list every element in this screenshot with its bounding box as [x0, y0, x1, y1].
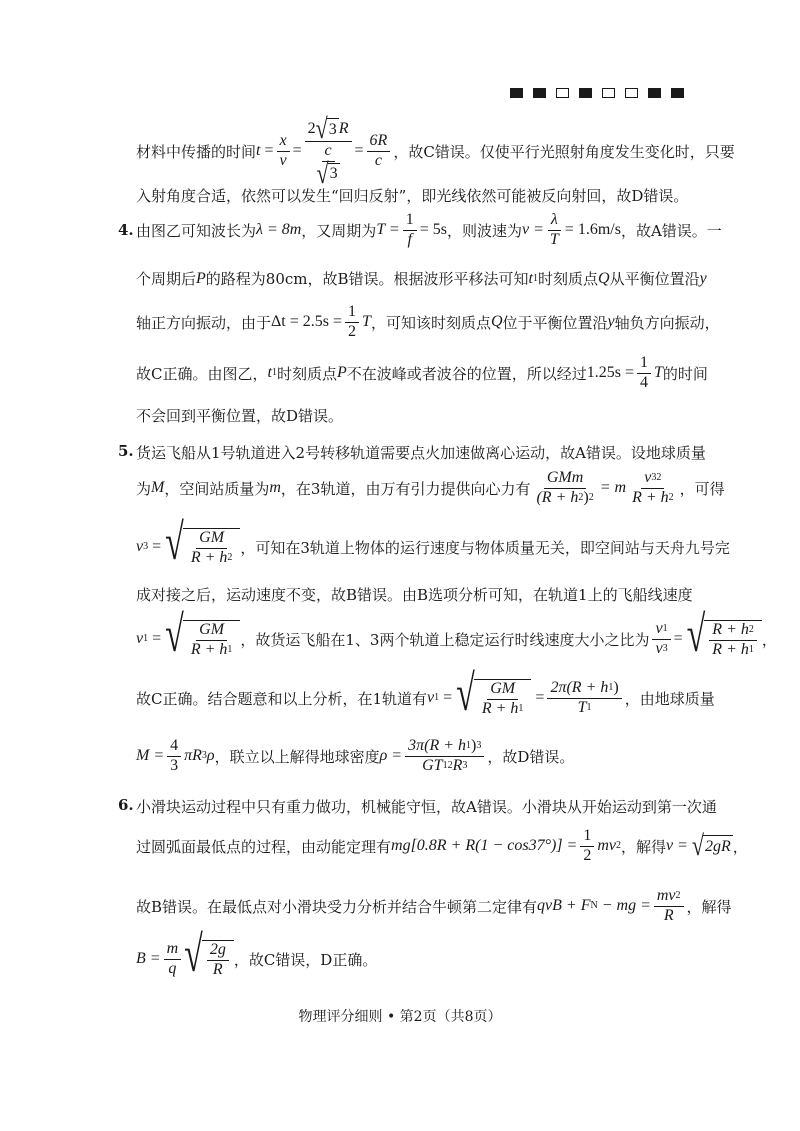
mark-block	[648, 88, 661, 98]
q3-line-2	[136, 185, 688, 206]
text: ，又周期为	[301, 221, 377, 240]
fraction	[479, 681, 527, 718]
radicand	[183, 528, 241, 567]
fraction	[652, 621, 670, 658]
fraction	[533, 470, 596, 507]
num: 2g	[207, 942, 229, 961]
var: M	[151, 479, 165, 497]
text: 过圆弧面最低点的过程，由动能定理有	[136, 837, 392, 856]
var: B =	[136, 950, 161, 968]
value: = 5s	[419, 221, 447, 239]
term: R + h	[190, 548, 228, 566]
num: GM	[196, 530, 227, 549]
fraction	[709, 622, 757, 659]
num: v 3 2	[641, 470, 664, 489]
num: GM	[487, 681, 518, 700]
term: R + h	[712, 640, 749, 658]
den: v 3	[655, 639, 668, 657]
num: m	[164, 941, 182, 960]
formula-energy: mg[0.8R + R(1 − cos37°)] = $\frac{1}{2}$ mv 2	[391, 827, 621, 864]
num: 6R	[367, 133, 391, 152]
fraction	[629, 470, 677, 507]
q6-line-4	[136, 927, 378, 983]
num: x	[277, 133, 290, 152]
q6-line-3	[136, 888, 732, 925]
var: P	[336, 364, 347, 382]
den: (R + h 2 ) 2	[536, 488, 594, 506]
q5-line-6	[136, 666, 715, 722]
term: mv	[656, 887, 676, 904]
den: v	[279, 151, 287, 169]
text: ，空间站质量为	[164, 479, 270, 498]
text: 故B错误。在最低点对小滑块受力分析并结合牛顿第二定律有	[136, 897, 538, 916]
radicand: 3	[327, 118, 339, 140]
formula-time	[587, 355, 663, 392]
term: )	[583, 488, 589, 506]
den: 4	[640, 373, 648, 391]
fraction	[207, 942, 229, 979]
mark-block	[602, 88, 615, 98]
text: 时刻质点	[538, 270, 599, 288]
q5-line-7	[136, 738, 574, 775]
text: ，故货运飞船在1、3两个轨道上稳定运行时线速度大小之比为	[240, 630, 650, 649]
q5-line-5: v 1 = √ GM R + h 1 ，故货运飞船在1、3两个轨道上稳定运行时线速度大小之比为 v 1 v 3 = √ R + h 2 R + h 1 ，	[136, 607, 777, 663]
var: v	[655, 639, 663, 657]
text: 的路程为80cm，故B错误。根据波形平移法可知	[205, 270, 529, 288]
fraction	[164, 941, 182, 978]
text: 的时间	[662, 364, 708, 383]
num: 4	[167, 738, 181, 757]
fraction	[188, 622, 236, 659]
text: ，可知在3轨道上物体的运行速度与物体质量无关，即空间站与天舟九号完	[240, 538, 730, 557]
text: ，故C错误，D正确。	[233, 950, 378, 969]
text: ，解得	[621, 837, 667, 856]
text: ，故A错误。一	[620, 221, 722, 240]
formula: λ = 8m	[256, 221, 302, 239]
fraction	[167, 738, 181, 775]
fraction	[367, 133, 391, 170]
den: 3	[170, 756, 179, 774]
den: R + h 1	[190, 640, 233, 658]
term: − mg =	[601, 897, 651, 915]
text: 位于平衡位置沿	[502, 313, 608, 332]
den: q	[168, 959, 177, 977]
fraction	[277, 133, 290, 170]
term: (R + h	[536, 488, 579, 506]
var: v	[136, 538, 144, 556]
var: v	[655, 620, 663, 637]
fraction	[405, 738, 484, 775]
var: t	[267, 364, 272, 382]
var: P	[196, 269, 206, 287]
term: 3π(R + h	[408, 737, 467, 754]
fraction	[547, 680, 621, 717]
den: R + h 1	[481, 699, 524, 717]
den: 2	[583, 846, 592, 864]
formula-B	[136, 927, 234, 983]
var: ρ	[206, 747, 215, 765]
q6-line-1	[136, 796, 717, 817]
q4-line-4: 故C正确。由图乙， t 1 时刻质点 P 不在波峰或者波谷的位置，所以经过 1.25s = $\frac{1}{4}$ T 的时间	[136, 354, 708, 391]
term: R + h	[632, 488, 669, 506]
radicand: 2gR	[703, 835, 733, 857]
den: GT 1 2 R 3	[422, 756, 468, 774]
var: T	[654, 364, 663, 382]
den: T 1	[577, 698, 592, 716]
text: ，可知该时刻质点	[370, 313, 491, 332]
text: 货运飞船从1号轨道进入2号转移轨道需要点火加速做离心运动，故A错误。设地球质量	[136, 444, 706, 462]
num: GMm	[544, 470, 586, 489]
question-number: 6.	[118, 796, 134, 814]
mark-block	[556, 88, 569, 98]
text: 个周期后	[136, 270, 197, 288]
num: 1	[403, 212, 417, 231]
text: 时刻质点	[276, 364, 337, 383]
q4-line-2: 个周期后 P 的路程为80cm，故B错误。根据波形平移法可知 t 1 时刻质点 Q 从平衡位置沿 y	[136, 269, 707, 288]
formula-v	[666, 829, 733, 862]
radicand	[474, 679, 532, 718]
fraction	[403, 212, 417, 249]
text: 不在波峰或者波谷的位置，所以经过	[346, 364, 587, 383]
den: c	[374, 151, 382, 169]
value: 1.25s =	[586, 364, 634, 382]
var: v =	[521, 221, 544, 239]
formula-v1: v 1 = √ GM R + h 1	[136, 620, 240, 659]
text: ，解得	[686, 897, 732, 916]
den	[308, 142, 349, 190]
formula-mass: M = $\frac{4}{3}$ πR 3 ρ	[136, 737, 215, 774]
text: ，故D错误。	[487, 747, 575, 766]
var: T	[362, 313, 371, 331]
radicand: 3	[328, 163, 340, 185]
radicand	[183, 620, 241, 659]
mark-block	[510, 88, 523, 98]
fraction	[314, 142, 343, 190]
num: 1	[580, 828, 594, 847]
term: R + h	[481, 699, 519, 717]
formula-period	[376, 212, 447, 249]
text: 材料中传播的时间	[136, 142, 257, 161]
text: 不会回到平衡位置，故D错误。	[136, 407, 344, 425]
var: M =	[136, 747, 165, 765]
den: R	[212, 960, 223, 978]
num: 2π(R + h 1 )	[547, 680, 621, 699]
num: λ	[548, 212, 561, 231]
den: R + h 1	[712, 640, 754, 658]
q5-line-4	[136, 584, 693, 605]
q3-line-1	[136, 112, 735, 190]
text: 故C正确。结合题意和以上分析，在1轨道有	[136, 689, 428, 708]
term: mv	[597, 837, 616, 855]
formula-density	[380, 738, 488, 775]
var: v	[427, 689, 435, 707]
formula-v3: v 3 = √ GM R + h 2	[136, 528, 240, 567]
num: mv 2	[654, 888, 684, 907]
q5-line-3	[136, 515, 730, 571]
sqrt: √ 3	[315, 112, 337, 145]
num: 1	[345, 304, 359, 323]
text: ，在3轨道，由万有引力提供向心力有	[280, 479, 531, 498]
text: ，则波速为	[446, 221, 522, 240]
num: 1	[637, 355, 651, 374]
num	[305, 112, 352, 145]
q4-line-3	[136, 304, 720, 341]
var: Q	[490, 313, 503, 331]
var: v	[136, 630, 144, 648]
num: GM	[196, 622, 227, 641]
q4-line-1	[136, 212, 722, 249]
term: qvB + F	[537, 897, 591, 915]
term: )	[613, 679, 619, 696]
value: Δt = 2.5s =	[271, 313, 343, 331]
var: m	[269, 479, 281, 497]
text: 小滑块运动过程中只有重力做功，机械能守恒，故A错误。小滑块从开始运动到第一次通	[136, 798, 717, 816]
den: 2	[348, 322, 357, 340]
q6-line-2: 过圆弧面最低点的过程，由动能定理有 mg[0.8R + R(1 − cos37°)] = $\frac{1}{2}$ mv 2 ，解得 v = √ 2gR ，	[136, 827, 748, 864]
text: 故C正确。由图乙，	[136, 364, 268, 383]
var: Q	[598, 269, 610, 287]
mark-block	[671, 88, 684, 98]
q5-line-2	[136, 470, 725, 507]
term: mg[0.8R + R(1 − cos37°)] =	[391, 837, 578, 855]
q4-line-5	[136, 405, 343, 426]
term: GT	[422, 756, 443, 774]
den: R + h 2	[190, 548, 233, 566]
den: f	[407, 230, 412, 248]
sqrt: √ $\frac{2g}{R}$	[184, 940, 234, 979]
num: v 1	[652, 621, 670, 640]
fraction	[580, 828, 594, 865]
text: 由图乙可知波长为	[136, 221, 257, 240]
var: v =	[666, 837, 688, 855]
fraction	[654, 888, 684, 925]
term: R + h	[190, 640, 228, 658]
text: ，可得	[679, 479, 725, 498]
value: = 1.6m/s	[564, 221, 621, 239]
sqrt: √ GM R + h 1	[456, 679, 531, 718]
radicand	[202, 940, 234, 979]
sqrt: √ GM R + h 1	[165, 620, 240, 659]
sqrt: √ GM R + h 2	[165, 528, 240, 567]
text: 入射角度合适，依然可以发生“回归反射”，即光线依然可能被反向射回，故D错误。	[136, 187, 689, 205]
header-block-mark	[510, 88, 694, 98]
fraction	[345, 304, 359, 341]
num: c	[322, 143, 335, 162]
formula-time: t = $\frac{x}{v}$ = 2 √ 3 R c √ 3 = $\frac{6R}{c}$	[256, 118, 393, 185]
den	[314, 156, 343, 190]
formula-gravity	[530, 470, 679, 507]
var: v	[644, 469, 652, 486]
formula-ratio: v 1 v 3 = √ R + h 2 R + h 1	[649, 620, 761, 659]
text: 为	[136, 479, 152, 498]
sqrt: √ R + h 2 R + h 1	[687, 620, 762, 659]
term: R	[452, 756, 463, 774]
question-number: 5.	[118, 442, 134, 460]
term: 2π(R + h	[550, 679, 609, 696]
fraction	[637, 355, 651, 392]
term: = m	[599, 479, 627, 497]
formula-dt	[271, 304, 371, 341]
text: 成对接之后，运动速度不变，故B错误。由B选项分析可知，在轨道1上的飞船线速度	[136, 586, 693, 604]
fraction	[305, 112, 352, 190]
text: ，由地球质量	[624, 689, 715, 708]
term: πR	[184, 747, 202, 765]
coef: 2	[307, 119, 316, 137]
q5-line-1	[136, 442, 706, 463]
den: R	[663, 906, 674, 924]
mark-block	[625, 88, 638, 98]
var: T =	[376, 221, 400, 239]
formula-newton: qvB + F N − mg = mv 2 R	[537, 888, 687, 925]
den: T	[549, 230, 559, 248]
formula-speed	[522, 212, 621, 249]
den: R + h 2	[632, 488, 674, 506]
fraction	[547, 212, 562, 249]
num: 3π(R + h 1 ) 3	[405, 738, 484, 757]
mark-block	[579, 88, 592, 98]
var: R	[338, 119, 349, 137]
fraction	[188, 530, 236, 567]
sqrt: √ 3	[316, 156, 338, 190]
radicand	[704, 620, 762, 659]
text: 从平衡位置沿	[609, 270, 700, 288]
text: ，故C错误。仅使平行光照射角度发生变化时，只要	[393, 142, 735, 161]
var: t	[256, 142, 261, 160]
question-number: 4.	[118, 221, 134, 239]
var: y	[699, 269, 707, 287]
term: R + h	[712, 621, 749, 638]
sqrt: √ 2gR	[691, 829, 731, 862]
var: T	[577, 698, 587, 716]
var: t	[528, 269, 533, 287]
text: ，联立以上解得地球密度	[214, 747, 380, 766]
term: )	[471, 737, 477, 754]
formula-v1-period: v 1 = √ GM R + h 1 = 2π(R + h 1 ) T 1	[427, 679, 625, 718]
text: 轴正方向振动，由于	[136, 313, 272, 332]
var: y	[607, 313, 615, 331]
text: 轴负方向振动，	[614, 313, 720, 332]
num: R + h 2	[709, 622, 757, 641]
var: ρ =	[379, 747, 403, 765]
mark-block	[533, 88, 546, 98]
page-footer: 物理评分细则 • 第2页（共8页）	[298, 1009, 502, 1025]
